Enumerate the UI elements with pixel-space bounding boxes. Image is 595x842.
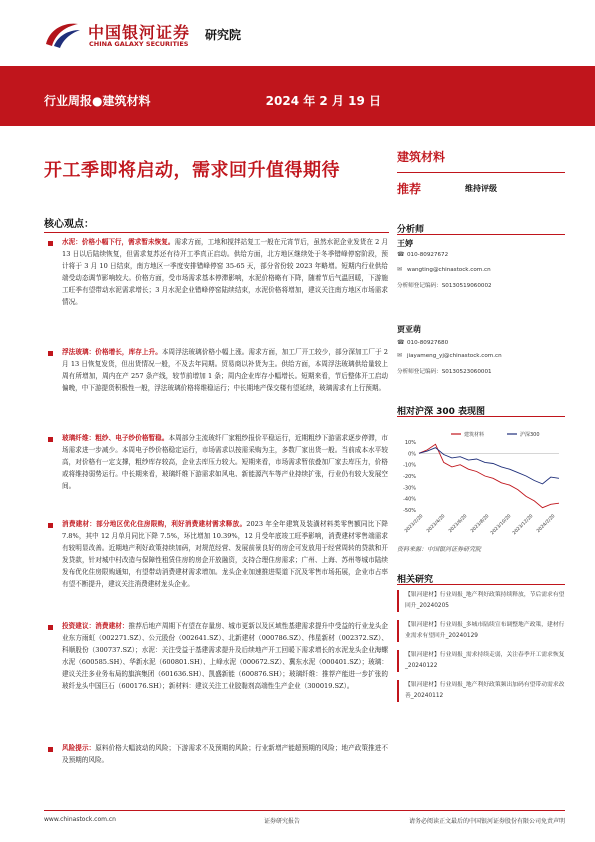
bullet-marker <box>48 523 53 528</box>
chart-source: 资料来源：中国银河证券研究院 <box>397 546 482 553</box>
y-tick-label: 10% <box>404 440 416 446</box>
analyst-email-text[interactable]: jiayameng_yj@chinastock.com.cn <box>407 353 502 359</box>
paragraph-lead: 消费建材：部分地区优化住房限购，利好消费建材需求释放。 <box>62 520 247 528</box>
email-icon: ✉ <box>397 266 403 273</box>
analyst-reg: 分析师登记编码：S0130523060001 <box>397 369 492 375</box>
rating-level: 维持评级 <box>465 184 497 193</box>
paragraph-text: 本周浮法玻璃价格小幅上涨。需求方面，加工厂开工较少，部分深加工厂于 2 月 13 日恢复发货，但出货情况一般，不及去年同期。贸易商以补货为主。供给方面，本周浮法玻璃供给量较上周有所增加，周内在产 257 条产线，较节前增加 1 条；周内企业库存小幅增长。短期来看，节后整体开工启动偏晚，中下游提货积极性一般，浮法玻璃价格将维稳运行；中长期地产保交楼有望延续，玻璃需求有上行预期。 <box>62 348 388 392</box>
analyst-heading: 分析师 <box>397 225 425 235</box>
rating-sector: 建筑材料 <box>397 150 446 164</box>
y-tick-label: -40% <box>403 496 416 503</box>
analyst-phone-text: 010-80927672 <box>407 252 449 258</box>
related-item[interactable]: 【银河建材】行业周报_地产利好政策持续释放，节后需求有望回升_20240205 <box>397 590 565 612</box>
series-line-sector <box>419 444 559 507</box>
legend-label: 建筑材料 <box>464 432 485 438</box>
galaxy-logo-icon <box>42 18 82 50</box>
paragraph-text: 2023 年全年建筑及装潢材料类零售额同比下降 7.8%，其中 12 月单月同比下降 7.5%，环比增加 10.39%，12 月受年底竣工旺季影响，消费建材零售端需求有较明显改善。近期地产利好政策持续加码，对规范经营、发展前景良好的房企可发放用于经营周转的贷款和开发贷款，针对城中村改造与保障性租赁住房的房企开放融资，支持合理住房需求；广州、上海、苏州等城市陆续发布优化住房限购通知，有望带动消费建材需求增加。龙头企业加速推进渠道下沉及零售市场拓展，企业市占率有望不断提升，建议关注消费建材龙头企业。 <box>62 520 388 588</box>
x-tick-label: 2023/2/20 <box>404 513 425 535</box>
analyst-email-text[interactable]: wangting@chinastock.com.cn <box>407 267 491 273</box>
paragraph-lead: 浮法玻璃：价格增长，库存上升。 <box>62 348 162 356</box>
footer-divider <box>44 810 565 811</box>
paragraph-cement <box>62 236 388 344</box>
paragraph-consumer-materials <box>62 518 388 614</box>
section-heading: 核心观点： <box>44 219 94 230</box>
phone-icon: ☎ <box>397 251 405 258</box>
analyst-name: 贾亚萌 <box>397 325 421 334</box>
legend-label: 沪深300 <box>520 432 540 438</box>
company-logo <box>42 18 282 52</box>
paragraph-lead: 玻璃纤维：粗纱、电子纱价格暂稳。 <box>62 434 169 442</box>
x-tick-label: 2023/4/20 <box>426 513 447 535</box>
phone-icon: ☎ <box>397 339 405 346</box>
report-date: 2024 年 2 月 19 日 <box>265 94 381 108</box>
paragraph-glass-fiber <box>62 432 388 516</box>
bullet-marker <box>48 241 53 246</box>
related-item[interactable]: 【银河建材】行业周报_需求持续走弱，关注春季开工需求恢复_20240122 <box>397 650 565 672</box>
bullet-marker <box>48 351 53 356</box>
paragraph-investment <box>62 620 388 728</box>
paragraph-risk <box>62 742 388 766</box>
paragraph-lead: 水泥：价格小幅下行，需求暂未恢复。 <box>62 238 175 246</box>
analyst-phone <box>397 251 448 259</box>
analyst-phone <box>397 339 448 347</box>
related-divider <box>397 584 565 585</box>
related-item[interactable]: 【银河建材】行业周报_多城市陆续宣布调整地产政策，建材行业需求有望回升_20240129 <box>397 620 565 642</box>
footer-disclaimer: 请务必阅读正文最后的中国银河证券股份有限公司免责声明 <box>408 818 565 825</box>
analyst-email[interactable] <box>397 266 491 274</box>
related-heading: 相关研究 <box>397 575 434 585</box>
paragraph-float-glass <box>62 346 388 430</box>
rating-divider <box>397 172 565 173</box>
logo-subtitle: 研究院 <box>205 28 242 42</box>
analyst-name: 王婷 <box>397 239 413 248</box>
x-tick-label: 2023/6/20 <box>448 513 469 535</box>
performance-chart <box>397 428 565 548</box>
analyst-email[interactable] <box>397 352 502 360</box>
rating-word: 推荐 <box>397 182 422 196</box>
y-tick-label: -30% <box>403 485 416 492</box>
section-divider <box>44 232 389 233</box>
related-item[interactable]: 【银河建材】行业周报_地产利好政策频出加码有望带动需求改善_20240112 <box>397 680 565 702</box>
x-tick-label: 2023/8/20 <box>470 513 491 535</box>
report-banner <box>0 66 595 126</box>
y-tick-label: 0% <box>408 451 416 458</box>
analyst-divider <box>397 234 565 235</box>
paragraph-lead: 风险提示： <box>62 744 96 752</box>
logo-en-text: CHINA GALAXY SECURITIES <box>89 40 189 48</box>
report-title: 开工季即将启动，需求回升值得期待 <box>44 160 340 181</box>
report-type: 行业周报●建筑材料 <box>44 94 151 108</box>
analyst-phone-text: 010-80927680 <box>407 340 449 346</box>
paragraph-text: 本周部分主流玻纤厂家粗纱报价平稳运行，近期粗纱下游需求逐步停滞，市场需求进一步减少。本周电子纱价格稳定运行，市场需求以按需采购为主，多数厂家出货一般。当前成本水平较高，对价格有一定支撑，粗纱库存较高，企业去库压力较大。短期来看，市场需求暂依叠加厂家去库压力，价格或将维持弱势运行。中长期来看，玻璃纤维下游需求如风电、新能源汽车等产业持续扩张，行业仍有较大发展空间。 <box>62 434 388 490</box>
chart-heading: 相对沪深 300 表现图 <box>397 407 486 417</box>
paragraph-lead: 投资建议：消费建材： <box>62 622 129 630</box>
paragraph-text: 推荐后地产周期下有望在存量房、城市更新以及区域性基建需求提升中受益的行业龙头企业东方雨虹（002271.SZ）、公元股份（002641.SZ）、北新建材（000786.SZ）、伟星新材（002372.SZ）、科顺股份（300737.SZ）；水泥：关注受益于基建需求提升及后续地产开工回暖下需求增长的水泥龙头企业海螺水泥（600585.SH）、华新水泥（600801.SH）、上峰水泥（000672.SZ）、冀东水泥（000401.SZ）；玻璃：建议关注多业务布局的旗滨集团（601636.SH）、凯盛新能（600876.SH）；玻璃纤维：推荐产能进一步扩张的玻纤龙头中国巨石（600176.SH）；新材料：建议关注工业胶黏剂高端性生产企业（300019.SZ）。 <box>62 622 388 690</box>
performance-chart-svg <box>397 428 565 546</box>
footer-website[interactable]: www.chinastock.com.cn <box>44 816 116 823</box>
y-tick-label: -10% <box>403 462 416 469</box>
footer-center: 证券研究报告 <box>264 818 301 825</box>
analyst-reg: 分析师登记编码：S0130519060002 <box>397 283 492 289</box>
paragraph-text: 需求方面，工地和搅拌站复工一般在元宵节后，虽然水泥企业发货在 2 月 13 日以后陆续恢复，但需求复苏还有待开工季真正启动。供给方面，北方地区继续处于冬季错峰停窑阶段，预计将于 3 月 10 日结束，南方地区一季度安排错峰停窑 35-65 天，部分省份较 2023 年略增。短期内行业供给端受动态调节影响较大。价格方面，受市场需求基本停滞影响，水泥价格略有下降，随着节后气温回暖，下游施工旺季有望带动水泥需求增长；3 月水泥企业错峰停窑陆续结束，水泥价格将增加，建议关注南方地区市场需求情况。 <box>62 238 388 306</box>
series-line-index <box>419 448 559 484</box>
bullet-marker <box>48 625 53 630</box>
chart-divider <box>397 416 565 417</box>
bullet-marker <box>48 437 53 442</box>
paragraph-text: 原料价格大幅波动的风险；下游需求不及预期的风险；行业新增产能超预期的风险；地产政策推进不及预期的风险。 <box>62 744 388 764</box>
bullet-marker <box>48 747 53 752</box>
email-icon: ✉ <box>397 352 403 359</box>
x-tick-label: 2023/10/20 <box>490 513 513 537</box>
x-tick-label: 2024/2/20 <box>536 513 557 535</box>
y-tick-label: -50% <box>403 508 416 514</box>
x-tick-label: 2023/12/20 <box>512 513 535 537</box>
y-tick-label: -20% <box>403 474 416 480</box>
logo-cn-text: 中国银河证券 <box>88 23 191 42</box>
